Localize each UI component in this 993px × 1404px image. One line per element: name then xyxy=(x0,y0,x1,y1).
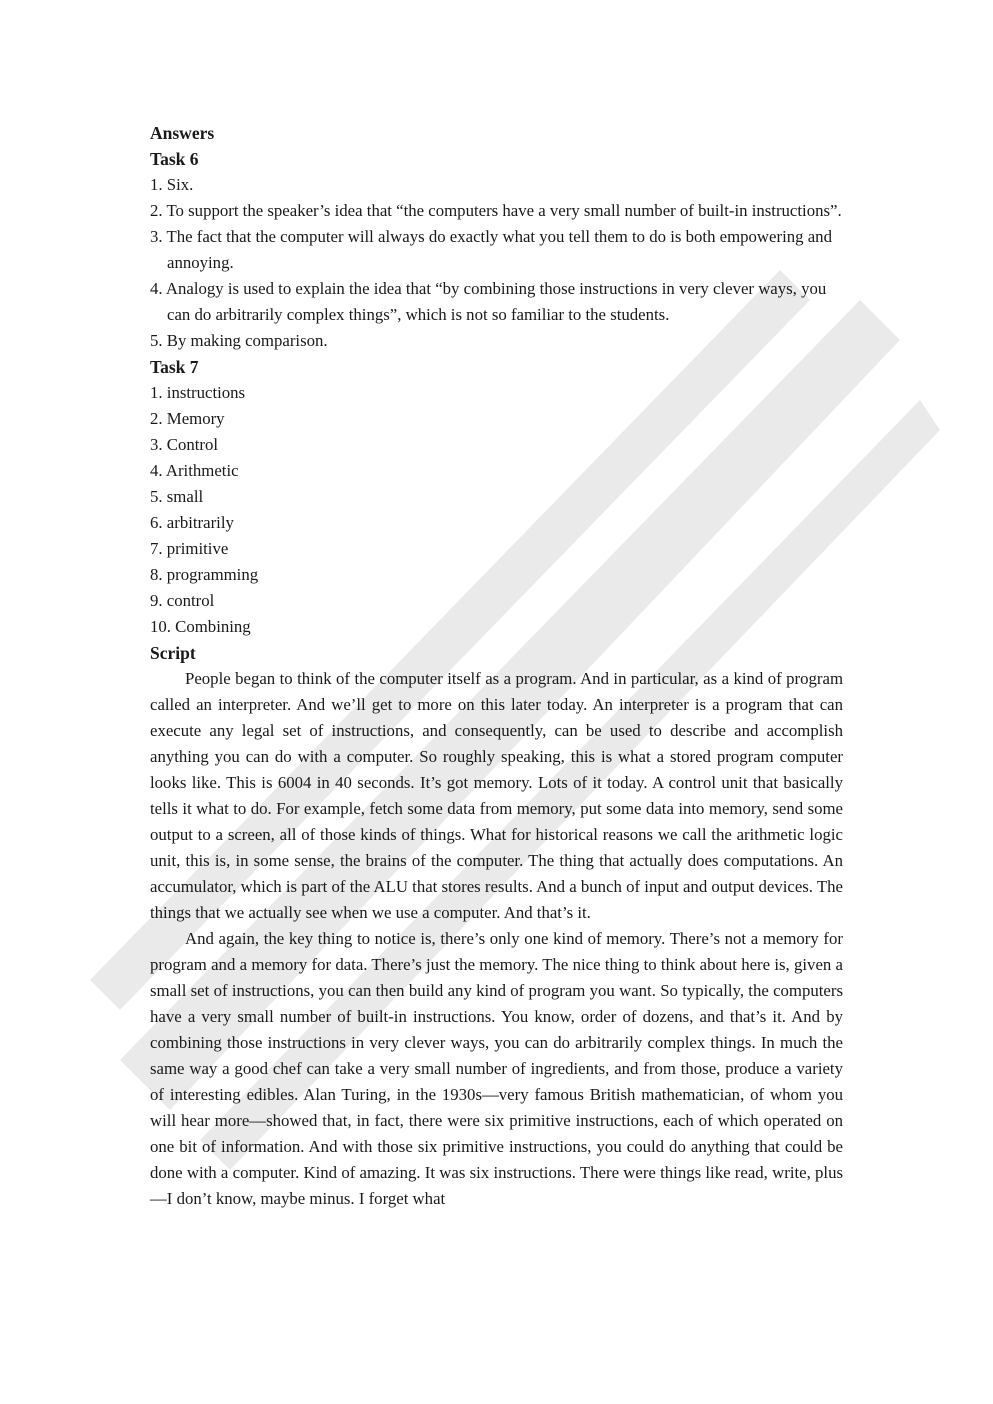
task7-item: 2. Memory xyxy=(150,409,225,428)
task7-item: 10. Combining xyxy=(150,617,251,636)
task6-list xyxy=(150,172,843,354)
task7-item: 5. small xyxy=(150,487,204,506)
task6-item: 5. By making comparison. xyxy=(150,331,328,350)
task7-item: 9. control xyxy=(150,591,215,610)
task7-heading: Task 7 xyxy=(150,357,199,377)
task7-item: 4. Arithmetic xyxy=(150,461,239,480)
script-paragraph: And again, the key thing to notice is, there’s only one kind of memory. There’s not a memory for program and a memory for data. There’s just the memory. The nice thing to think about here is, given a small set of instructions, you can then build any kind of program you want. So typically, the computers have a very small number of built-in instructions. You know, order of dozens, and that’s it. And by combining those instructions in very clever ways, you can do arbitrarily complex things. In much the same way a good chef can take a very small number of ingredients, and from those, produce a variety of interesting edibles. Alan Turing, in the 1930s—very famous British mathematician, of whom you will hear more—showed that, in fact, there were six primitive instructions, each of which operated on one bit of information. And with those six primitive instructions, you could do anything that could be done with a computer. Kind of amazing. It was six instructions. There were things like read, write, plus—I don’t know, maybe minus. I forget what xyxy=(150,929,843,1208)
answer-document xyxy=(150,120,843,1212)
task7-item: 1. instructions xyxy=(150,383,246,402)
script-paragraph: People began to think of the computer itself as a program. And in particular, as a kind of program called an interpreter. And we’ll get to more on this later today. An interpreter is a program that can execute any legal set of instructions, and consequently, can be used to describe and accomplish anything you can do with a computer. So roughly speaking, this is what a stored program computer looks like. This is 6004 in 40 seconds. It’s got memory. Lots of it today. A control unit that basically tells it what to do. For example, fetch some data from memory, put some data into memory, send some output to a screen, all of those kinds of things. What for historical reasons we call the arithmetic logic unit, this is, in some sense, the brains of the computer. The thing that actually does computations. An accumulator, which is part of the ALU that stores results. And a bunch of input and output devices. The things that we actually see when we use a computer. And that’s it. xyxy=(150,669,843,922)
task7-item: 7. primitive xyxy=(150,539,229,558)
task6-item: 4. Analogy is used to explain the idea that “by combining those instructions in very clever ways, you can do arbitrarily complex things”, which is not so familiar to the students. xyxy=(150,279,827,324)
task6-item: 1. Six. xyxy=(150,175,194,194)
task7-item: 3. Control xyxy=(150,435,219,454)
script-heading: Script xyxy=(150,643,196,663)
task6-heading: Task 6 xyxy=(150,149,199,169)
task6-item: 3. The fact that the computer will always do exactly what you tell them to do is both empowering and annoying. xyxy=(150,227,832,272)
task7-list xyxy=(150,380,843,640)
task7-item: 8. programming xyxy=(150,565,259,584)
answers-heading: Answers xyxy=(150,123,215,143)
task6-item: 2. To support the speaker’s idea that “the computers have a very small number of built-in instructions”. xyxy=(150,201,842,220)
task7-item: 6. arbitrarily xyxy=(150,513,234,532)
